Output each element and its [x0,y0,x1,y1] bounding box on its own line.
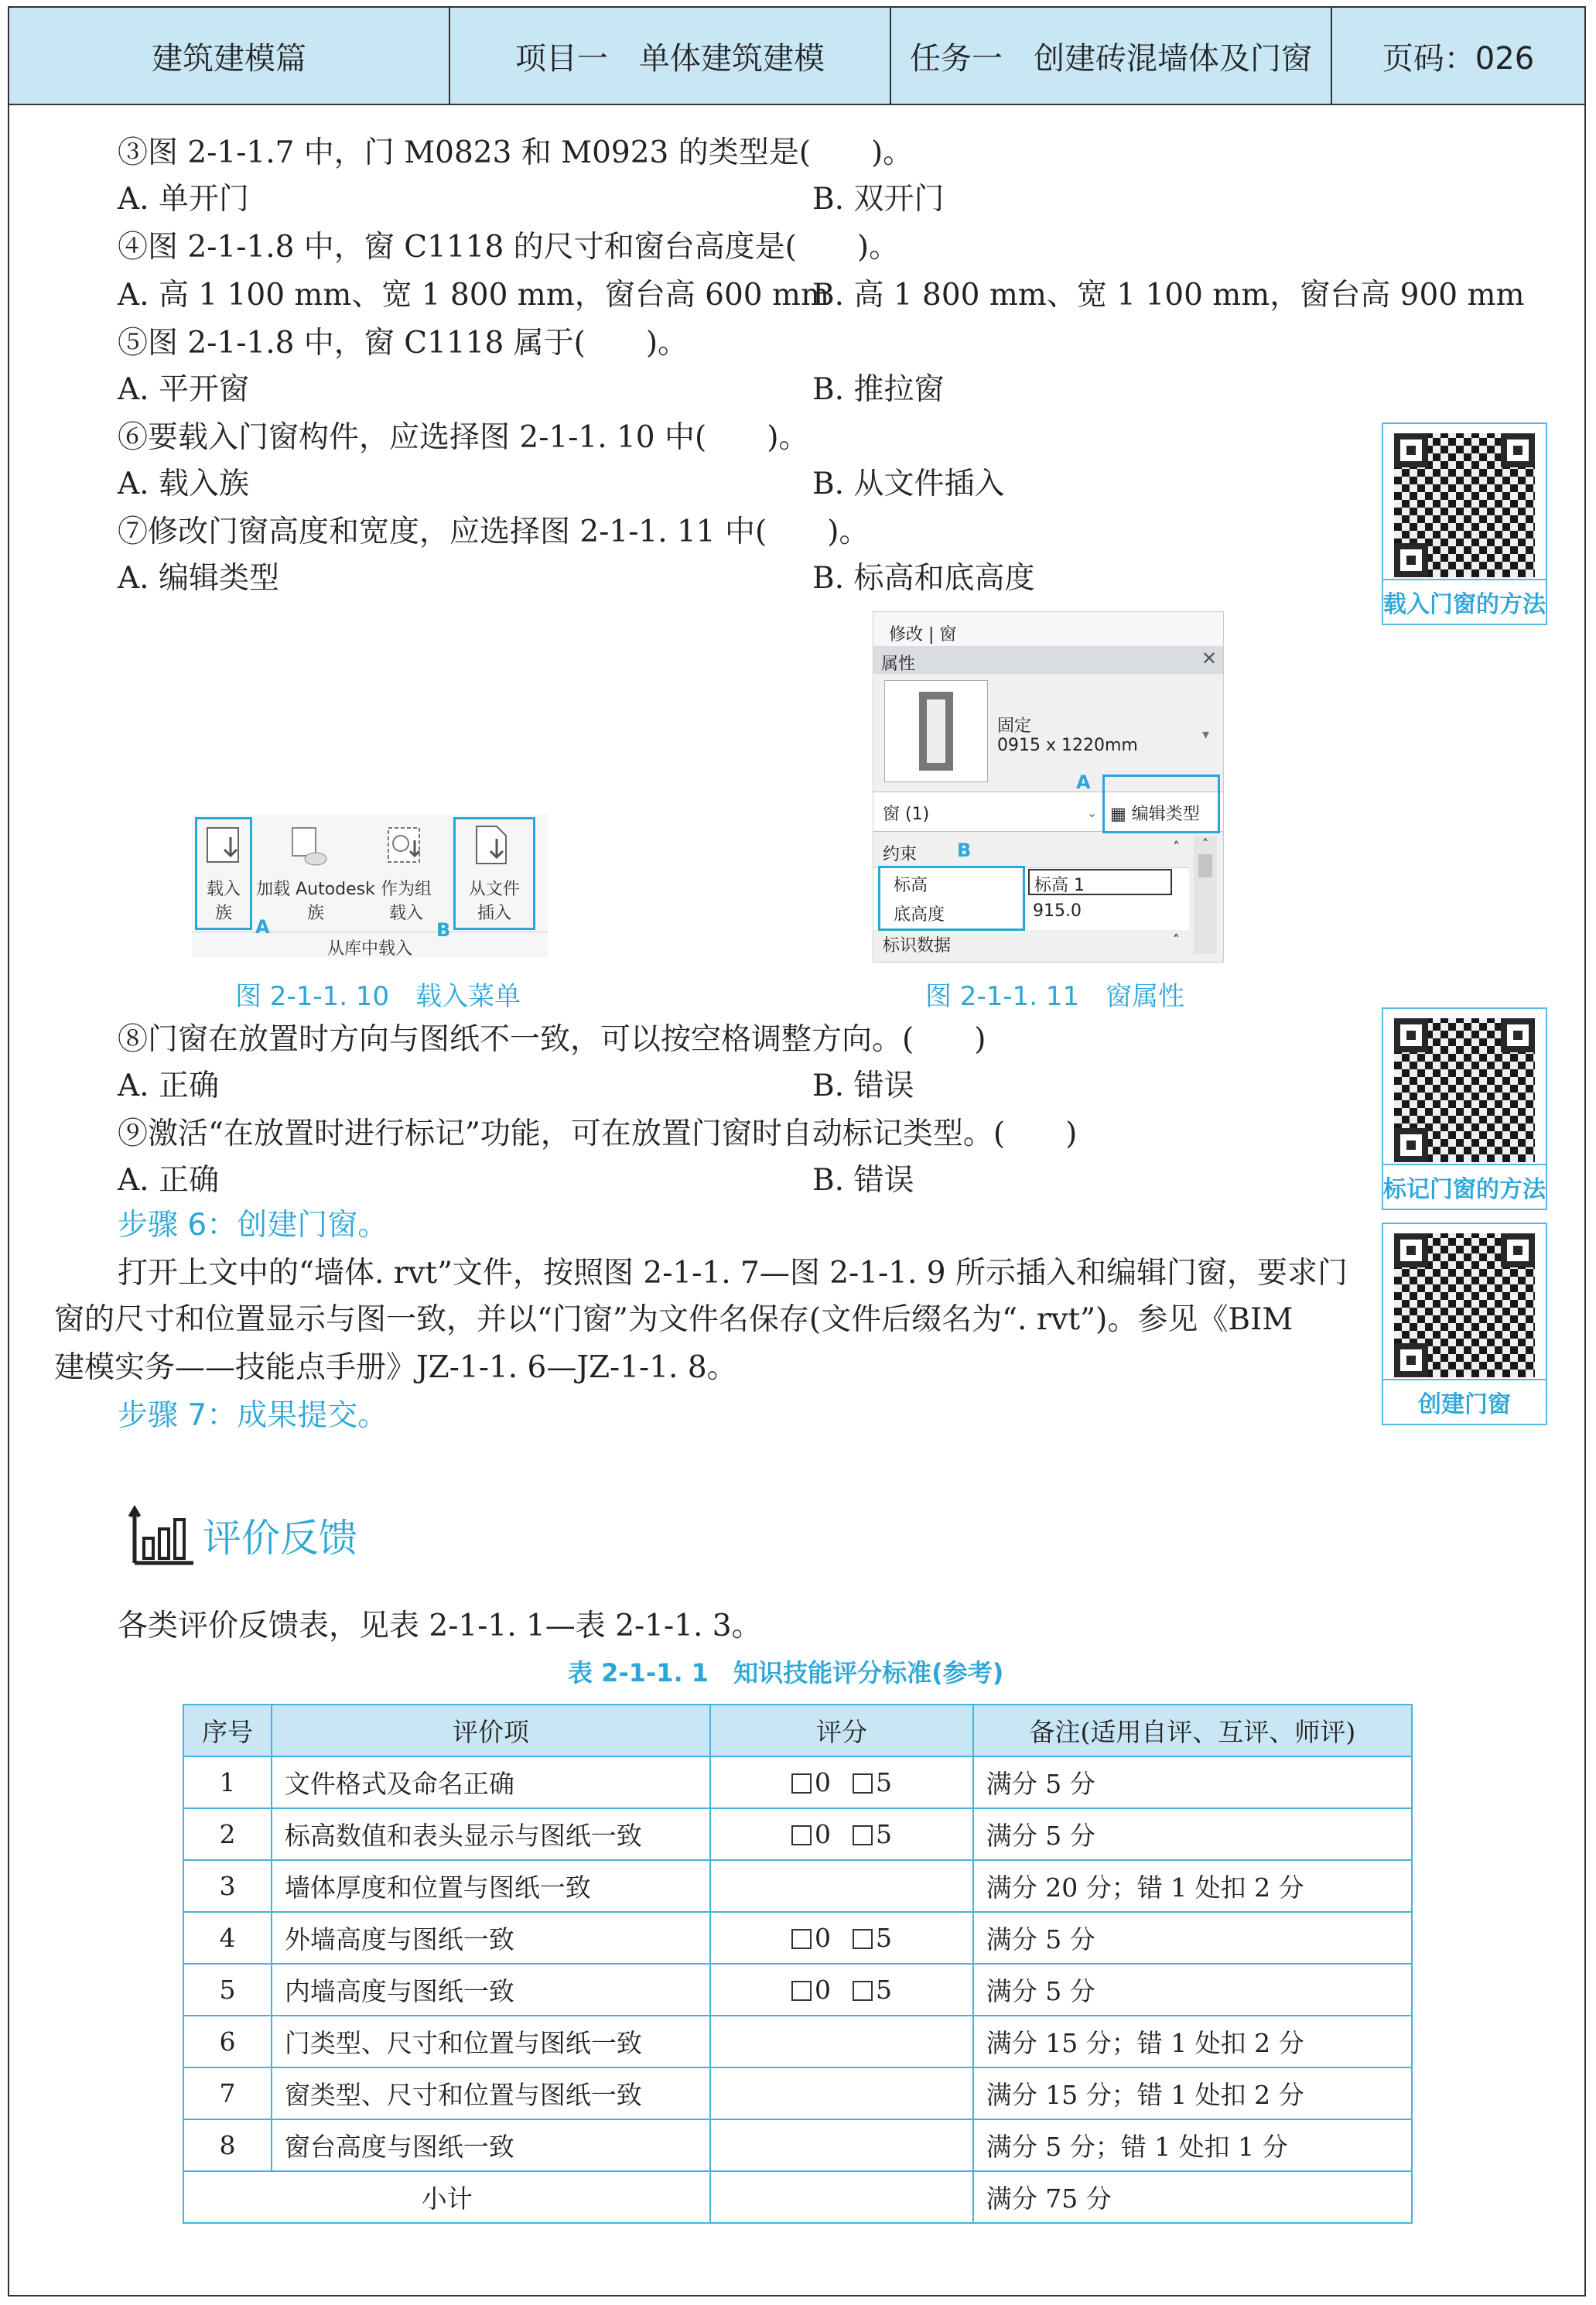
evaluation-heading: 评价反馈 [203,1516,357,1561]
level-value[interactable]: 标高 1 [1028,869,1172,895]
qr-caption: 载入门窗的方法 [1383,579,1546,624]
figure-caption-load-menu: 图 2-1-1. 10 载入菜单 [235,981,521,1012]
qr-tag-doors-windows[interactable] [1382,1007,1547,1210]
question-4-option-a: A. 高 1 100 mm、宽 1 800 mm，窗台高 600 mm [118,278,829,313]
evaluation-item: 门类型、尺寸和位置与图纸一致 [272,2016,710,2067]
column-header: 序号 [183,1705,272,1756]
checkbox-icon[interactable] [853,1981,873,2001]
qr-load-doors-windows[interactable] [1382,422,1547,625]
score-cell [710,2016,973,2067]
qr-code-icon [1394,433,1535,577]
row-number: 5 [183,1964,272,2016]
qr-caption: 创建门窗 [1383,1379,1546,1424]
score-cell [710,2067,973,2119]
question-3-option-b: B. 双开门 [812,182,945,217]
row-number: 8 [183,2119,272,2171]
question-9-option-b: B. 错误 [812,1163,914,1198]
properties-panel-title: 属性 [873,646,1223,674]
checkbox-icon[interactable] [791,1773,812,1794]
column-header: 评分 [710,1705,973,1756]
level-label: 标高 [894,876,928,895]
remark: 满分 5 分 [973,1808,1412,1860]
question-8: ⑧门窗在放置时方向与图纸不一致，可以按空格调整方向。( ) [118,1022,986,1057]
score-option[interactable]: 5 [853,1923,892,1953]
step-7-heading: 步骤 7：成果提交。 [118,1398,388,1433]
score-option[interactable]: 0 [791,1767,831,1797]
load-family-icon [203,822,246,868]
question-3-option-a: A. 单开门 [118,182,249,217]
subtotal-label: 小计 [183,2171,710,2223]
evaluation-item: 窗台高度与图纸一致 [272,2119,710,2171]
checkbox-icon[interactable] [791,1929,812,1949]
figure-caption-window-properties: 图 2-1-1. 11 窗属性 [925,981,1185,1012]
column-header: 备注(适用自评、互评、师评) [973,1705,1412,1756]
close-icon[interactable]: ✕ [1201,648,1217,669]
evaluation-item: 窗类型、尺寸和位置与图纸一致 [272,2067,710,2119]
question-9-option-a: A. 正确 [118,1163,219,1198]
label-b: B [436,919,451,941]
sill-height-value[interactable]: 915.0 [1033,901,1082,921]
question-7-option-b: B. 标高和底高度 [812,561,1035,596]
header-project: 项目一 单体建筑建模 [450,8,891,104]
score-option[interactable]: 5 [853,1819,892,1849]
remark: 满分 5 分 [973,1756,1412,1808]
window-preview-icon [885,681,987,781]
load-as-group-icon [384,822,427,868]
question-6-option-b: B. 从文件插入 [812,467,1005,501]
question-8-option-b: B. 错误 [812,1069,914,1103]
qr-code-icon [1394,1018,1535,1162]
modify-window-tab[interactable]: 修改 | 窗 [873,612,1223,646]
table-row [183,1964,1412,2016]
load-autodesk-family-icon [286,822,330,868]
identity-data-group: 标识数据 [883,936,952,956]
constraints-group: 约束 [883,845,918,864]
header-page-number: 页码：026 [1382,40,1535,77]
step-6-heading: 步骤 6：创建门窗。 [118,1208,388,1243]
type-dropdown-icon[interactable]: ▾ [1201,727,1209,743]
checkbox-icon[interactable] [853,1825,873,1845]
table-row [183,2067,1412,2119]
remark: 满分 5 分；错 1 处扣 1 分 [973,2119,1412,2171]
qr-caption: 标记门窗的方法 [1383,1164,1546,1209]
remark: 满分 5 分 [973,1912,1412,1964]
evaluation-item: 标高数值和表头显示与图纸一致 [272,1808,710,1860]
table-header-row [183,1705,1412,1756]
score-option[interactable]: 5 [853,1975,892,2005]
table-row [183,1756,1412,1808]
remark: 满分 20 分；错 1 处扣 2 分 [973,1860,1412,1912]
score-cell [710,1964,973,2016]
score-option[interactable]: 0 [791,1923,831,1953]
row-number: 6 [183,2016,272,2067]
remark: 满分 15 分；错 1 处扣 2 分 [973,2016,1412,2067]
question-3: ③图 2-1-1.7 中，门 M0823 和 M0923 的类型是( )。 [118,135,914,170]
insert-from-file-icon [470,822,514,868]
figure-window-properties: 修改 | 窗 属性 ✕ 固定 0915 x 1220mm ▾ 窗 (1) ⌄ ▦ 编辑类型 A 约束 B ˄ 标高 标高 1 底高度 915.0 标识数据 ˄ ˄ [873,611,1224,963]
evaluation-item: 墙体厚度和位置与图纸一致 [272,1860,710,1912]
checkbox-icon[interactable] [791,1825,812,1845]
evaluation-table [183,1704,1413,2224]
score-option[interactable]: 0 [791,1975,831,2005]
evaluation-item: 文件格式及命名正确 [272,1756,710,1808]
insert-from-file-button[interactable]: 从文件 插入 [468,880,520,923]
row-number: 7 [183,2067,272,2119]
ribbon-group-label: 从库中载入 [192,932,548,959]
load-as-group-button[interactable]: 作为组 载入 [380,880,432,923]
table-row [183,1808,1412,1860]
step-6-paragraph-line-3: 建模实务——技能点手册》JZ-1-1. 6—JZ-1-1. 8。 [54,1350,737,1385]
score-cell [710,2119,973,2171]
chart-bars-icon [127,1503,197,1569]
instance-selector[interactable]: 窗 (1) [883,805,930,824]
question-7-option-a: A. 编辑类型 [118,561,279,596]
page-header [8,6,1586,105]
remark: 满分 15 分；错 1 处扣 2 分 [973,2067,1412,2119]
type-family: 固定 [997,716,1032,736]
remark: 满分 5 分 [973,1964,1412,2016]
qr-create-doors-windows[interactable] [1382,1223,1547,1425]
table-row [183,1912,1412,1964]
row-number: 4 [183,1912,272,1964]
window-type-thumbnail [884,680,988,782]
header-task: 任务一 创建砖混墙体及门窗 [891,8,1332,104]
question-8-option-a: A. 正确 [118,1069,219,1103]
question-9: ⑨激活“在放置时进行标记”功能，可在放置门窗时自动标记类型。( ) [118,1117,1078,1151]
question-4: ④图 2-1-1.8 中，窗 C1118 的尺寸和窗台高度是( )。 [118,230,900,265]
load-family-button[interactable]: 载入 族 [206,880,241,923]
edit-type-label: 编辑类型 [1131,805,1200,824]
table-row [183,2119,1412,2171]
step-6-paragraph-line-1: 打开上文中的“墙体. rvt”文件，按照图 2-1-1. 7—图 2-1-1. 9 所示插入和编辑门窗，要求门 [118,1256,1348,1291]
checkbox-icon[interactable] [853,1929,873,1949]
score-option[interactable]: 5 [853,1767,892,1797]
checkbox-icon[interactable] [791,1981,812,2001]
score-cell [710,1808,973,1860]
evaluation-item: 内墙高度与图纸一致 [272,1964,710,2016]
question-5-option-b: B. 推拉窗 [812,372,945,407]
edit-type-button[interactable]: ▦ 编辑类型 [1110,805,1200,824]
load-autodesk-family-button[interactable]: 加载 Autodesk 族 [256,880,375,923]
table-row [183,2016,1412,2067]
type-size: 0915 x 1220mm [997,736,1138,755]
subtotal-row [183,2171,1412,2223]
figure-load-menu [192,814,548,958]
label-a: A [1076,771,1091,793]
score-cell [710,1756,973,1808]
label-a: A [255,916,270,938]
score-cell [710,1860,973,1912]
question-7: ⑦修改门窗高度和宽度，应选择图 2-1-1. 11 中( )。 [118,515,870,549]
qr-code-icon [1394,1233,1535,1377]
header-section: 建筑建模篇 [9,8,450,104]
properties-scrollbar[interactable]: ˄ [1194,836,1217,954]
row-number: 3 [183,1860,272,1912]
evaluation-intro: 各类评价反馈表，见表 2-1-1. 1—表 2-1-1. 3。 [118,1609,762,1643]
table-title: 表 2-1-1. 1 知识技能评分标准(参考) [568,1658,1004,1688]
question-5-option-a: A. 平开窗 [118,372,249,407]
score-option[interactable]: 0 [791,1819,831,1849]
row-number: 1 [183,1756,272,1808]
score-cell [710,1912,973,1964]
question-6: ⑥要载入门窗构件，应选择图 2-1-1. 10 中( )。 [118,420,809,455]
column-header: 评价项 [272,1705,710,1756]
question-6-option-a: A. 载入族 [118,467,249,501]
table-row [183,1860,1412,1912]
label-b: B [957,840,972,861]
row-number: 2 [183,1808,272,1860]
evaluation-item: 外墙高度与图纸一致 [272,1912,710,1964]
subtotal-note: 满分 75 分 [973,2171,1412,2223]
checkbox-icon[interactable] [853,1773,873,1794]
question-5: ⑤图 2-1-1.8 中，窗 C1118 属于( )。 [118,326,689,361]
sill-height-label: 底高度 [894,905,945,925]
step-6-paragraph-line-2: 窗的尺寸和位置显示与图一致，并以“门窗”为文件名保存(文件后缀名为“. rvt”)。参见《BIM [54,1302,1294,1337]
question-4-option-b: B. 高 1 800 mm、宽 1 100 mm，窗台高 900 mm [812,278,1525,313]
